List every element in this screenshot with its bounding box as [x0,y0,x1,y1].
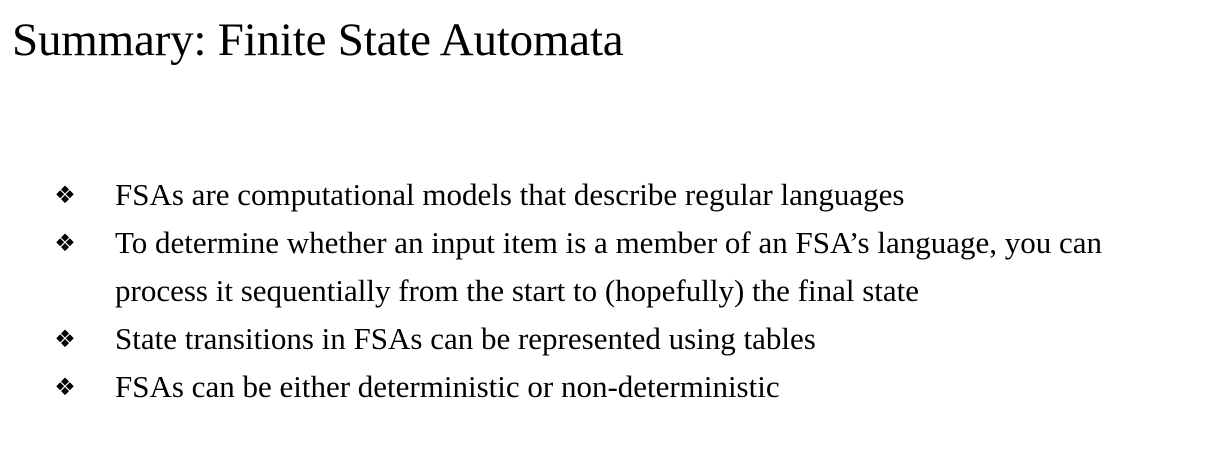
bullet-text: State transitions in FSAs can be represented using tables [115,321,816,356]
bullet-item [0,219,1185,315]
bullet-item [0,363,1185,411]
diamond-bullet-icon: ❖ [54,373,76,401]
bullet-item [0,171,1185,219]
bullet-item [0,315,1185,363]
bullet-list [0,171,1185,411]
slide-title: Summary: Finite State Automata [12,14,624,66]
diamond-bullet-icon: ❖ [54,181,76,209]
diamond-bullet-icon: ❖ [54,229,76,257]
diamond-bullet-icon: ❖ [54,325,76,353]
bullet-text: FSAs can be either deterministic or non-deterministic [115,369,780,404]
bullet-text: To determine whether an input item is a member of an FSA’s language, you can process it sequentially from the start to (hopefully) the final state [115,225,1102,308]
bullet-text: FSAs are computational models that describe regular languages [115,177,905,212]
